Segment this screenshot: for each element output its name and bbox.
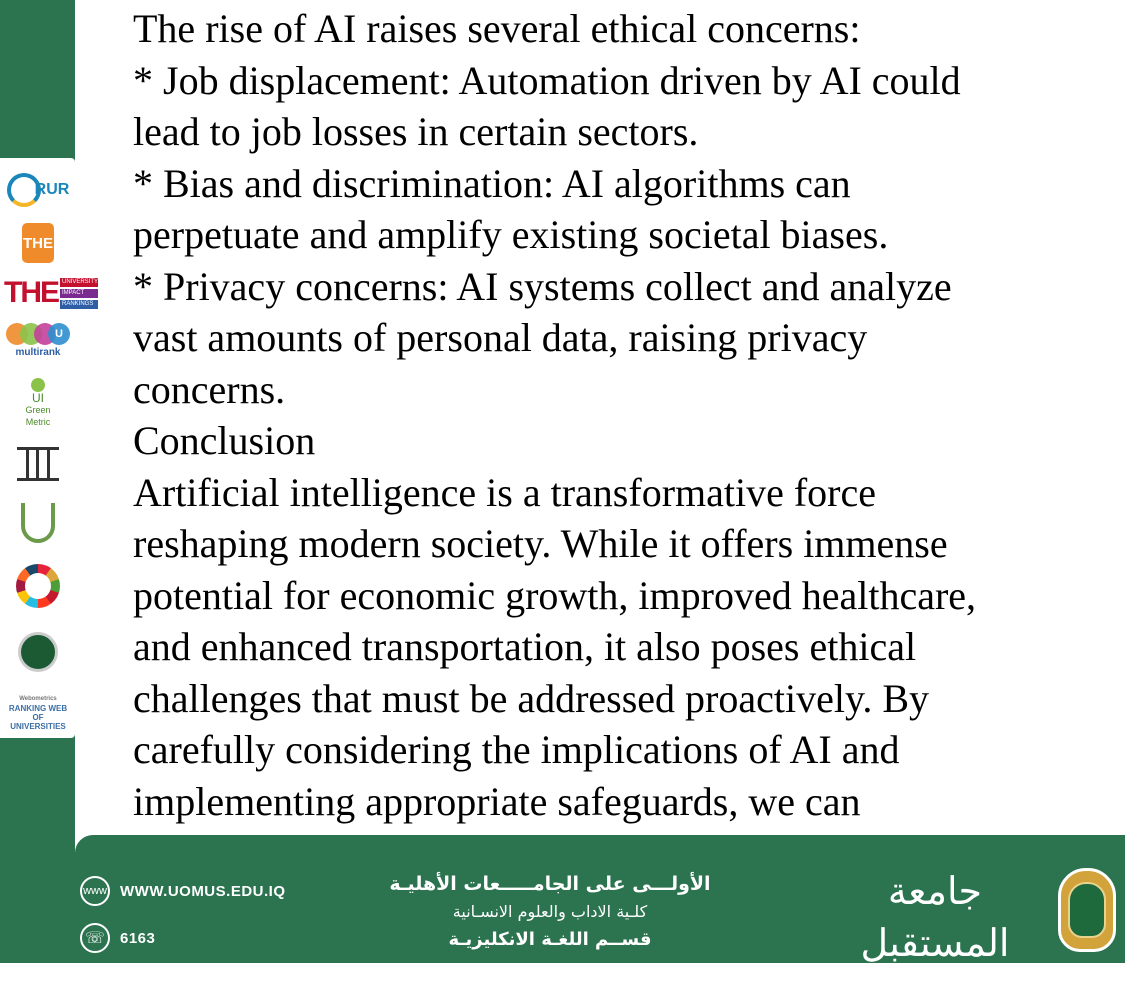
arab-universities-wreath-logo <box>4 498 72 548</box>
ethics-intro: The rise of AI raises several ethical concerns: <box>133 6 861 51</box>
leaf-icon <box>31 378 45 392</box>
rur-logo: RUR <box>4 170 72 210</box>
university-wordmark: جامعة المستقبل AL-MUSTAQBAL UNIVERSITY <box>829 869 1041 985</box>
webometrics-logo: Webometrics RANKING WEB OF UNIVERSITIES <box>8 696 68 731</box>
wreath-icon <box>21 503 55 543</box>
the-impact-rankings-logo: THE UNIVERSITY IMPACT RANKINGS <box>4 276 99 309</box>
ui-greenmetric-logo: UI Green Metric <box>4 376 72 430</box>
sdg-wheel-icon <box>16 564 60 608</box>
footer-college-info: الأولـــى على الجامـــــعات الأهليـة كلـية الاداب والعلوم الانسـانية قســم اللغـة الانكليزيـة <box>389 873 711 950</box>
multirank-circles-icon: U <box>6 323 70 345</box>
phone-icon: ☏ <box>80 923 110 953</box>
engineers-badge-icon <box>18 632 58 672</box>
sdg-wheel-logo <box>4 560 72 612</box>
pillars-institution-logo <box>4 444 72 484</box>
job-displacement-point: * Job displacement: Automation driven by AI could lead to job losses in certain sectors. <box>133 57 961 154</box>
arab-engineers-federation-logo <box>4 620 72 684</box>
conclusion-heading: Conclusion <box>133 418 316 463</box>
footer-website[interactable]: www WWW.UOMUS.EDU.IQ <box>80 876 286 906</box>
multirank-logo: U multirank <box>4 316 72 364</box>
ranking-logos-strip <box>0 158 99 738</box>
university-seal-icon <box>1058 868 1116 952</box>
conclusion-paragraph: Artificial intelligence is a transformative force reshaping modern society. While it offers immense potential for economic growth, improved healthcare, and enhanced transportation, it also poses ethical challenges that must be addressed proactively. By carefully considering the implications of AI and implementing appropriate safeguards, we can <box>133 469 977 824</box>
privacy-point: * Privacy concerns: AI systems collect and analyze vast amounts of personal data, raising privacy concerns. <box>133 263 952 412</box>
bias-point: * Bias and discrimination: AI algorithms can perpetuate and amplify existing societal biases. <box>133 160 889 257</box>
pillars-icon <box>17 447 59 481</box>
globe-icon: www <box>80 876 110 906</box>
the-logo: THE <box>4 222 72 264</box>
slide-body-text <box>133 3 1013 848</box>
footer-phone[interactable]: ☏ 6163 <box>80 923 155 953</box>
